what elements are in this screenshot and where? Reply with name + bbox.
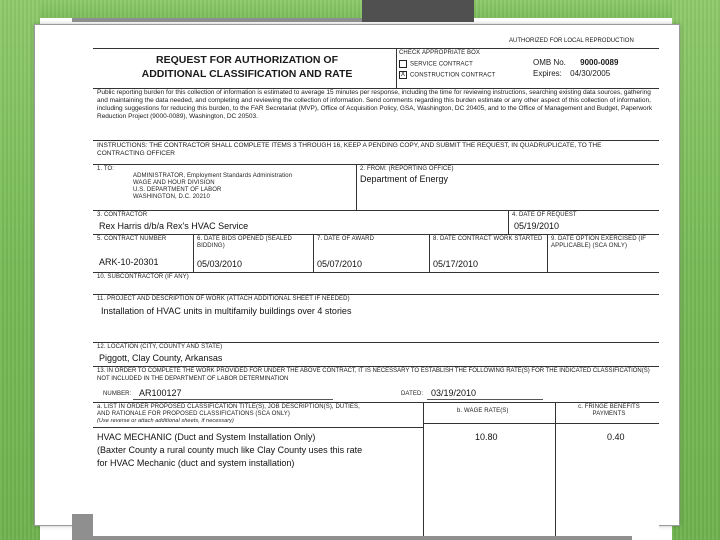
slide-accent-dark: [362, 0, 474, 22]
expiration-date: Expires: 04/30/2005: [533, 69, 611, 78]
to-address-line4: WASHINGTON, D.C. 20210: [133, 194, 210, 200]
number-label: NUMBER:: [103, 391, 132, 397]
date-bids-opened-value[interactable]: 05/03/2010: [197, 259, 243, 269]
wage-rate-label: b. WAGE RATE(S): [457, 408, 509, 414]
construction-contract-checkbox[interactable]: X: [400, 71, 406, 78]
service-contract-option[interactable]: SERVICE CONTRACT: [399, 60, 473, 68]
authorized-notice: AUTHORIZED FOR LOCAL REPRODUCTION: [509, 38, 634, 44]
date-of-award-value[interactable]: 05/07/2010: [317, 259, 363, 269]
location-value[interactable]: Piggott, Clay County, Arkansas: [99, 353, 223, 363]
construction-contract-option[interactable]: X CONSTRUCTION CONTRACT: [400, 71, 496, 79]
contract-number-label: 5. CONTRACT NUMBER: [97, 236, 167, 242]
wage-rate-value[interactable]: 10.80: [475, 432, 498, 442]
fringe-benefits-value[interactable]: 0.40: [607, 432, 625, 442]
date-work-started-label: 8. DATE CONTRACT WORK STARTED: [433, 236, 543, 242]
burden-statement: Public reporting burden for this collection of information is estimated to average 15 minutes per response, including the time for reviewing instructions, searching existing data sources, gathering and maintaining the data needed, and completing and reviewing the collection of information. Send comments regarding this burden estimate or any other aspect of this collection of information, including suggestions for reducing this burden, to the FAR Secretariat (MVP), Office of Acquisition Policy, GSA, Washington, DC 20405, and to the Office of Management and Budget, Paperwork Reduction Project (9000-0089), Washington, DC 20503.: [97, 89, 653, 121]
location-label: 12. LOCATION (CITY, COUNTY AND STATE): [97, 344, 223, 350]
item13-statement: 13. IN ORDER TO COMPLETE THE WORK PROVIDED FOR UNDER THE ABOVE CONTRACT, IT IS NECESSARY TO ESTABLISH THE FOLLOWING RATE(S) FOR THE INDICATED CLASSIFICATION(S) NOT INCLUDED IN THE DEPARTMENT OF LABOR DETERMINATION: [97, 368, 650, 382]
dated-label: DATED:: [401, 391, 424, 397]
contractor-label: 3. CONTRACTOR: [97, 212, 148, 218]
slide-background-top: [40, 0, 672, 18]
classification-rationale-line2[interactable]: for HVAC Mechanic (duct and system installation): [97, 458, 295, 468]
date-of-request-value[interactable]: 05/19/2010: [514, 221, 560, 231]
from-label: 2. FROM: (REPORTING OFFICE): [360, 166, 454, 172]
instructions: INSTRUCTIONS: THE CONTRACTOR SHALL COMPLETE ITEMS 3 THROUGH 16, KEEP A PENDING COPY, AND SUBMIT THE REQUEST, IN QUADRUPLICATE, TO THE CONTRACTING OFFICER: [97, 142, 602, 158]
to-address-line2: WAGE AND HOUR DIVISION: [133, 180, 215, 186]
form-title: REQUEST FOR AUTHORIZATION OF ADDITIONAL CLASSIFICATION AND RATE: [141, 54, 353, 81]
check-box-label: CHECK APPROPRIATE BOX: [399, 50, 481, 56]
to-label: 1. TO:: [97, 166, 115, 172]
classification-rationale-line1[interactable]: (Baxter County a rural county much like Clay County uses this rate: [97, 445, 363, 455]
to-address-line1: ADMINISTRATOR, Employment Standards Administration: [133, 173, 293, 179]
slide-accent-gray: [72, 18, 362, 22]
date-work-started-value[interactable]: 05/17/2010: [433, 259, 479, 269]
date-bids-opened-label: 6. DATE BIDS OPENED (SEALED BIDDING): [197, 236, 292, 249]
omb-number: OMB No. 9000-0089: [533, 58, 619, 67]
date-of-award-label: 7. DATE OF AWARD: [317, 236, 375, 242]
subcontractor-label: 10. SUBCONTRACTOR (IF ANY): [97, 274, 189, 280]
fringe-benefits-label: c. FRINGE BENEFITS PAYMENTS: [578, 404, 640, 417]
classification-title[interactable]: HVAC MECHANIC (Duct and System Installation Only): [97, 432, 316, 442]
from-value[interactable]: Department of Energy: [360, 174, 449, 184]
service-contract-checkbox[interactable]: [399, 60, 407, 68]
number-value[interactable]: AR100127: [139, 388, 182, 398]
dated-value[interactable]: 03/19/2010: [431, 388, 477, 398]
project-description-label: 11. PROJECT AND DESCRIPTION OF WORK (ATTACH ADDITIONAL SHEET IF NEEDED): [97, 296, 350, 302]
classification-list-label: a. LIST IN ORDER PROPOSED CLASSIFICATION TITLE(S), JOB DESCRIPTION(S), DUTIES, AND RATIONALE FOR PROPOSED CLASSIFICATIONS (SCA ONLY) (Use reverse or attach additional sheets, if necessary): [97, 404, 360, 424]
date-of-request-label: 4. DATE OF REQUEST: [512, 212, 577, 218]
contractor-value[interactable]: Rex Harris d/b/a Rex's HVAC Service: [99, 221, 249, 231]
date-option-exercised-label: 9. DATE OPTION EXERCISED (IF APPLICABLE) (SCA ONLY): [551, 236, 647, 249]
to-address-line3: U.S. DEPARTMENT OF LABOR: [133, 187, 222, 193]
project-description-value[interactable]: Installation of HVAC units in multifamily buildings over 4 stories: [101, 306, 352, 316]
request-form-document: [93, 36, 659, 536]
contract-number-value[interactable]: ARK-10-20301: [99, 257, 159, 267]
